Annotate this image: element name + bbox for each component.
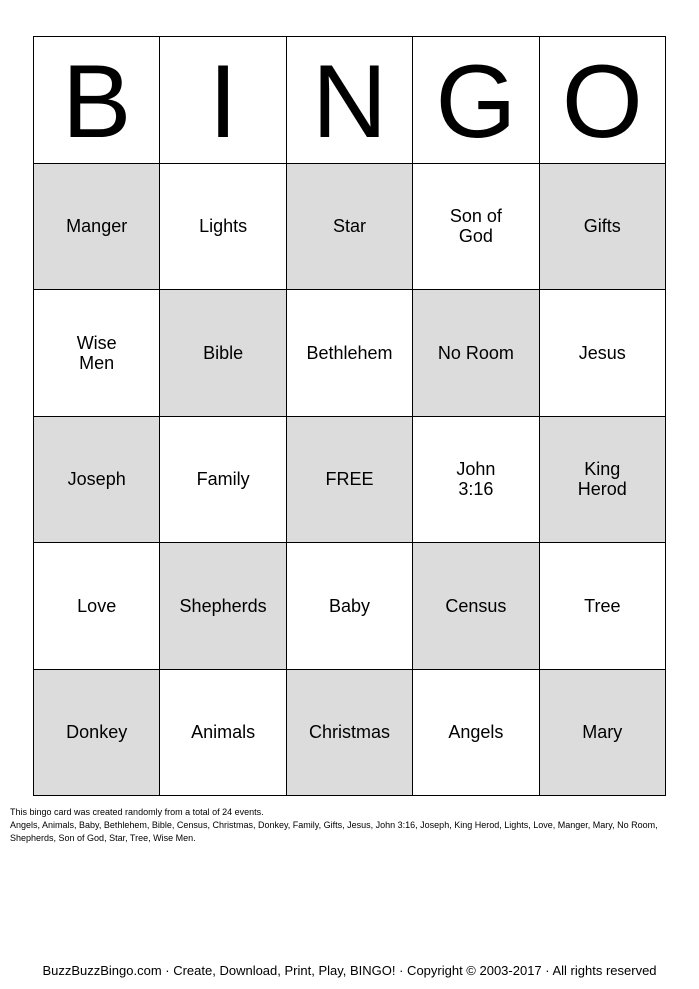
card-description	[10, 806, 670, 845]
free-space-cell: FREE	[287, 417, 413, 544]
card-description-intro: This bingo card was created randomly from a total of 24 events.	[10, 807, 264, 817]
bingo-cell: Bethlehem	[287, 290, 413, 417]
bingo-cell: Baby	[287, 543, 413, 670]
bingo-cell: Christmas	[287, 670, 413, 797]
bingo-cell: John 3:16	[413, 417, 539, 544]
bingo-cell: Shepherds	[160, 543, 286, 670]
bingo-cell: Gifts	[540, 164, 666, 291]
bingo-cell: King Herod	[540, 417, 666, 544]
bingo-cell: Manger	[34, 164, 160, 291]
bingo-cell: Son of God	[413, 164, 539, 291]
header-letter-g: G	[413, 37, 539, 164]
bingo-cell: Census	[413, 543, 539, 670]
bingo-cell: Animals	[160, 670, 286, 797]
bingo-cell: Bible	[160, 290, 286, 417]
bingo-cell: Love	[34, 543, 160, 670]
bingo-cell: Angels	[413, 670, 539, 797]
page-footer: BuzzBuzzBingo.com · Create, Download, Print, Play, BINGO! · Copyright © 2003-2017 · All rights reserved	[42, 963, 657, 978]
bingo-cell: Tree	[540, 543, 666, 670]
bingo-cell: Lights	[160, 164, 286, 291]
bingo-cell: Mary	[540, 670, 666, 797]
bingo-cell: Star	[287, 164, 413, 291]
bingo-cell: Jesus	[540, 290, 666, 417]
bingo-card	[33, 36, 666, 796]
bingo-cell: Joseph	[34, 417, 160, 544]
bingo-cell: Family	[160, 417, 286, 544]
bingo-cell: Wise Men	[34, 290, 160, 417]
header-letter-o: O	[540, 37, 666, 164]
bingo-cell: Donkey	[34, 670, 160, 797]
header-letter-b: B	[34, 37, 160, 164]
header-letter-n: N	[287, 37, 413, 164]
bingo-cell: No Room	[413, 290, 539, 417]
header-letter-i: I	[160, 37, 286, 164]
card-description-word-list: Angels, Animals, Baby, Bethlehem, Bible, Census, Christmas, Donkey, Family, Gifts, Jesus, John 3:16, Joseph, King Herod, Lights, Love, Manger, Mary, No Room, Shepherds, Son of God, Star, Tree, Wise Men.	[10, 820, 658, 843]
